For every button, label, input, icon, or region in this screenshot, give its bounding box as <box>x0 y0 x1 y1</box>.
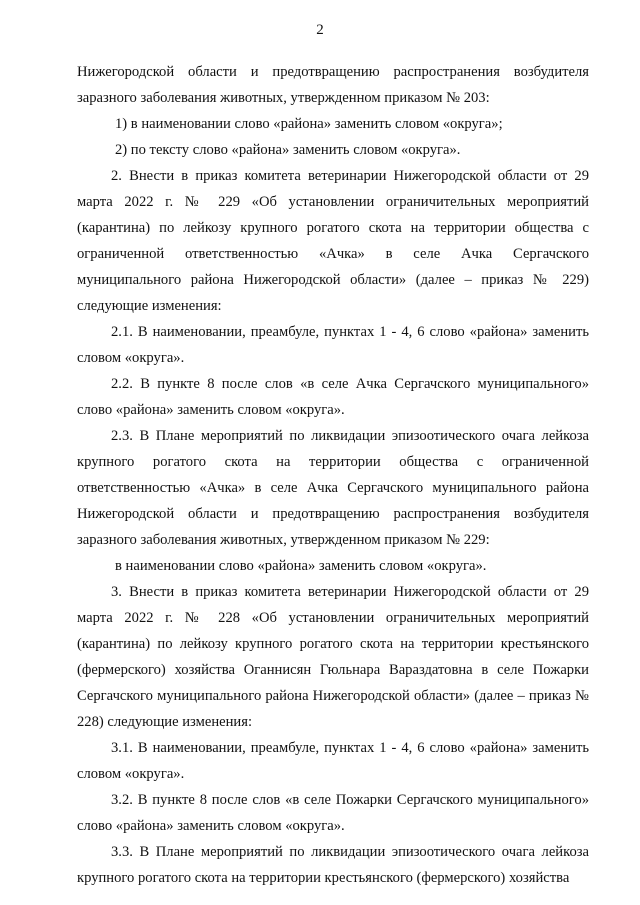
page-number: 2 <box>316 22 324 38</box>
paragraph-section-2-1: 2.1. В наименовании, преамбуле, пунктах 1 - 4, 6 слово «района» заменить словом «округа». <box>77 324 589 366</box>
paragraph-section-3-2: 3.2. В пункте 8 после слов «в селе Пожарки Сергачского муниципального» слово «района» заменить словом «округа». <box>77 792 589 834</box>
document-body <box>77 59 589 891</box>
paragraph-section-3-3: 3.3. В Плане мероприятий по ликвидации эпизоотического очага лейкоза крупного рогатого скота на территории крестьянского (фермерского) хозяйства <box>77 844 589 886</box>
paragraph-section-2: 2. Внести в приказ комитета ветеринарии Нижегородской области от 29 марта 2022 г. № 229 «Об установлении ограничительных мероприятий (карантина) по лейкозу крупного рогатого скота на территории общества с ограниченной ответственностью «Ачка» в селе Ачка Сергачского муниципального района Нижегородской области» (далее – приказ № 229) следующие изменения: <box>77 168 589 314</box>
paragraph-section-3-1: 3.1. В наименовании, преамбуле, пунктах 1 - 4, 6 слово «района» заменить словом «округа». <box>77 740 589 782</box>
paragraph-section-2-2: 2.2. В пункте 8 после слов «в селе Ачка Сергачского муниципального» слово «района» заменить словом «округа». <box>77 376 589 418</box>
paragraph-section-2-3: 2.3. В Плане мероприятий по ликвидации эпизоотического очага лейкоза крупного рогатого скота на территории общества с ограниченной ответственностью «Ачка» в селе Ачка Сергачского муниципального района Нижегородской области и предотвращению распространения возбудителя заразного заболевания животных, утвержденном приказом № 229: <box>77 428 589 548</box>
paragraph-section-2-3-item: в наименовании слово «района» заменить словом «округа». <box>115 558 487 574</box>
paragraph-item-1: 1) в наименовании слово «района» заменить словом «округа»; <box>115 116 503 132</box>
paragraph-item-2: 2) по тексту слово «района» заменить словом «округа». <box>115 142 461 158</box>
paragraph-continuation: Нижегородской области и предотвращению распространения возбудителя заразного заболевания животных, утвержденном приказом № 203: <box>77 64 589 106</box>
paragraph-section-3: 3. Внести в приказ комитета ветеринарии Нижегородской области от 29 марта 2022 г. № 228 «Об установлении ограничительных мероприятий (карантина) по лейкозу крупного рогатого скота на территории крестьянского (фермерского) хозяйства Оганнисян Гюльнара Вараздатовна в селе Пожарки Сергачского муниципального района Нижегородской области» (далее – приказ № 228) следующие изменения: <box>77 584 589 730</box>
